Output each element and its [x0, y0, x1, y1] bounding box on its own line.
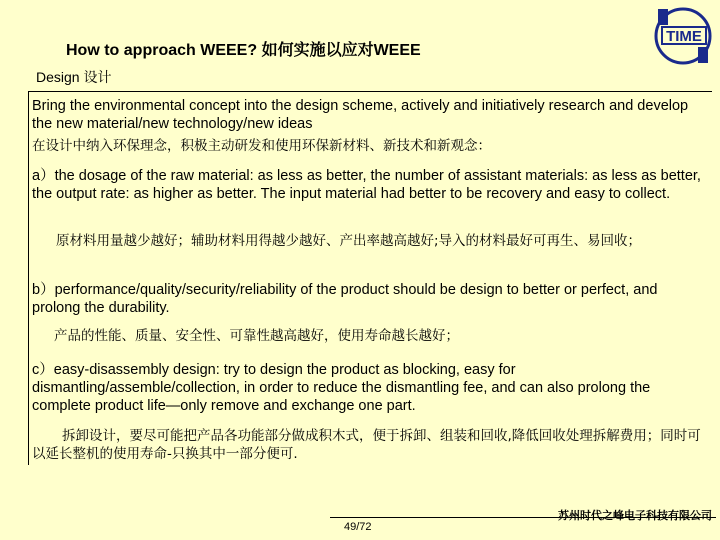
company-name: 苏州时代之峰电子科技有限公司	[558, 509, 712, 522]
slide-subtitle: Design 设计	[36, 69, 112, 85]
page-number: 49/72	[344, 521, 372, 533]
logo-text: TIME	[666, 28, 702, 45]
point-b-english: b）performance/quality/security/reliability of the product should be design to better or perfect, and prolong the durability.	[32, 282, 658, 316]
point-c-chinese: 拆卸设计，要尽可能把产品各功能部分做成积木式，便于拆卸、组装和回收,降低回收处理拆解费用；同时可以延长整机的使用寿命-只换其中一部分便可.	[32, 428, 701, 462]
point-a-chinese: 原材料用量越少越好；辅助材料用得越少越好、产出率越高越好;导入的材料最好可再生、易回收；	[56, 233, 642, 249]
point-a-english: a）the dosage of the raw material: as less as better, the number of assistant materials: as less as better, the output rate: as higher as better. The input material had better to be recovery and easy to collect.	[32, 168, 701, 202]
intro-chinese: 在设计中纳入环保理念，积极主动研发和使用环保新材料、新技术和新观念：	[32, 138, 491, 154]
time-logo	[652, 6, 714, 66]
point-c-english: c）easy-disassembly design: try to design the product as blocking, easy for dismantling/assemble/collection, in order to reduce the dismantling fee, and can also prolong the complete product life—only remove and exchange one part.	[32, 362, 651, 414]
slide-title: How to approach WEEE? 如何实施以应对WEEE	[66, 42, 421, 59]
point-b-chinese: 产品的性能、质量、安全性、可靠性越高越好，使用寿命越长越好；	[54, 328, 459, 344]
intro-english: Bring the environmental concept into the design scheme, actively and initiatively research and develop the new material/new technology/new ideas	[32, 98, 689, 132]
